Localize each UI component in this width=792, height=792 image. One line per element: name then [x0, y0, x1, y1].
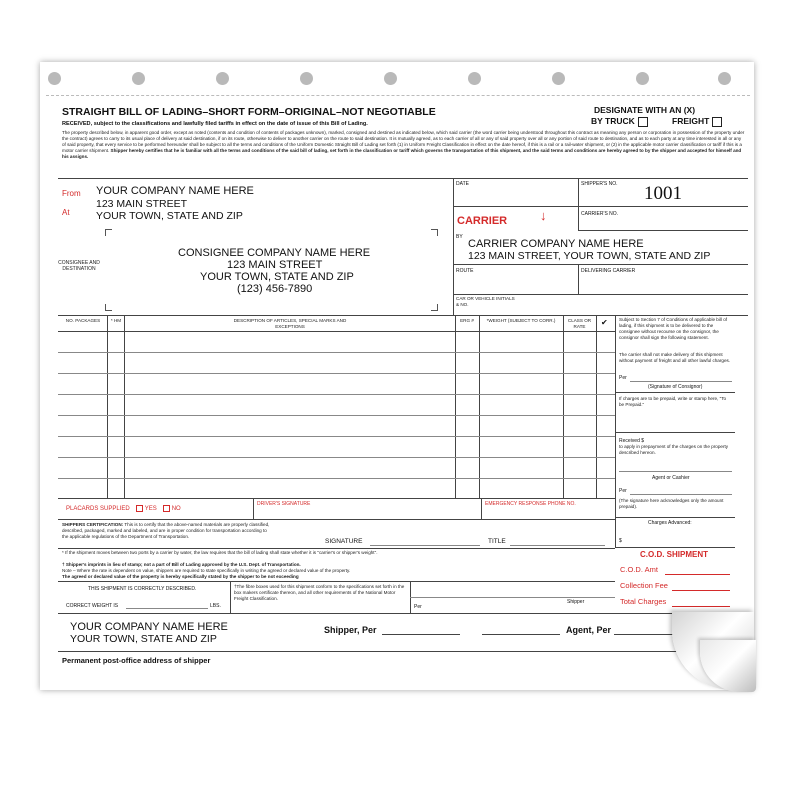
rule: [58, 315, 748, 316]
rule: [453, 294, 748, 295]
agent-per-line[interactable]: [614, 634, 674, 635]
by-truck-option[interactable]: [591, 116, 648, 127]
at-label: At: [62, 208, 70, 217]
rule: [455, 315, 456, 498]
binding-hole: [468, 72, 481, 85]
col-class: CLASS OR RATE: [567, 318, 592, 329]
route-label: ROUTE: [456, 268, 474, 274]
shipper-line[interactable]: [410, 597, 615, 598]
from-label: From: [62, 189, 81, 198]
freight-option[interactable]: [672, 116, 722, 127]
total-charges-label: Total Charges: [620, 597, 667, 606]
fibre-box-note: †The fibre boxes used for this shipment conform to the specifications set forth in the box makers certificate thereon, and all other requirements of the National Motor Freight Classification.: [234, 584, 405, 601]
shipper-town[interactable]: YOUR TOWN, STATE AND ZIP: [96, 210, 243, 222]
col-hm: * HM: [110, 318, 122, 323]
freight-checkbox[interactable]: [712, 117, 722, 127]
water-note: * If the shipment moves between two ports by a carrier by water, the law requires that the bill of lading shall state whether it is "carrier's or shipper's weight".: [62, 550, 378, 555]
table-row[interactable]: [58, 352, 615, 353]
no-delivery-text: The carrier shall not make delivery of this shipment without payment of freight and all other lawful charges.: [619, 352, 731, 363]
freight-label: FREIGHT: [672, 116, 710, 126]
consignor-signature-line[interactable]: [630, 381, 732, 382]
no-label: NO: [171, 506, 181, 513]
agreed-value-note: The agreed or declared value of the property is hereby specifically stated by the shipper to be not exceeding: [62, 574, 299, 579]
terms-text: The property described below, in apparent good order, except as noted (contents and condition of contents of packages unknown), marked, consigned and destined as indicated below, which said carrier (the word carrier being understood throughout this contract as meaning any person or corporation in possession of the property under the contract) agrees to carry to its usual place of delivery at said destination, if on its route, otherwise to deliver to another carrier on the route to said destination. It is mutually agreed, as to each carrier of all or any of said property over all or any portion of said route to destination, and as to each party at any time interested in all or any of said property, that every service to be performed hereunder shall be subject to all the terms and conditions of the Uniform Domestic Straight Bill of Lading set forth (1) in Uniform Freight Classification in effect on the date hereof, if this is a rail or a rail-water shipment, or (2) in the applicable motor carrier classification or tariff if this is a motor carrier shipment.: [62, 130, 745, 153]
rule: [578, 264, 579, 294]
per-label-1: Per: [619, 375, 627, 381]
emergency-phone-label: EMERGENCY RESPONSE PHONE NO.: [485, 501, 576, 507]
footer-company[interactable]: YOUR COMPANY NAME HERE: [70, 621, 228, 633]
rule: [596, 315, 597, 498]
yes-label: YES: [144, 506, 157, 513]
weight-line[interactable]: [126, 608, 208, 609]
rule: [578, 230, 748, 231]
received-statement: RECEIVED, subject to the classifications and lawfully filed tariffs in effect on the date of issue of this Bill of Lading.: [62, 121, 368, 127]
rule: [481, 498, 482, 519]
rule: [453, 264, 748, 265]
binding-hole: [718, 72, 731, 85]
blank-line[interactable]: [482, 634, 560, 635]
designate-label: DESIGNATE WITH AN (X): [594, 105, 696, 115]
imprint-note: † Shipper's imprints in lieu of stamp; not a part of Bill of Lading approved by the U.S. Dept. of Transportation.: [62, 562, 301, 567]
col-packages: NO. PACKAGES: [65, 318, 101, 323]
corner-mark: [105, 229, 112, 236]
shipper-per-line[interactable]: [382, 634, 460, 635]
carrier-heading: CARRIER: [457, 215, 508, 227]
corner-mark: [431, 229, 438, 236]
agent-line[interactable]: [619, 471, 732, 472]
rule: [58, 178, 748, 179]
drivers-signature-label: DRIVER'S SIGNATURE: [257, 501, 311, 507]
perforation-line: [46, 95, 750, 96]
binding-hole: [216, 72, 229, 85]
per-label: Per: [414, 604, 422, 610]
yes-checkbox[interactable]: [136, 505, 143, 512]
consignee-label: CONSIGNEE AND DESTINATION: [58, 260, 100, 272]
vehicle-label: CAR OR VEHICLE INITIALS & NO.: [456, 296, 515, 307]
col-weight: *WEIGHT (SUBJECT TO CORR.): [486, 318, 556, 323]
terms-paragraph: [62, 130, 746, 160]
binding-hole: [132, 72, 145, 85]
binding-hole: [48, 72, 61, 85]
charges-advanced-label: Charges Advanced:: [648, 520, 692, 526]
form-title: STRAIGHT BILL OF LADING–SHORT FORM–ORIGINAL–NOT NEGOTIABLE: [62, 106, 436, 118]
prepaid-text: If charges are to be prepaid, write or stamp here, "To be Prepaid.": [619, 396, 727, 407]
consignee-street[interactable]: 123 MAIN STREET: [227, 259, 323, 271]
no-checkbox[interactable]: [163, 505, 170, 512]
rule: [58, 613, 748, 614]
date-label: DATE: [456, 181, 469, 187]
acknowledge-text: (The signature here acknowledges only the amount prepaid).: [619, 498, 724, 509]
table-row[interactable]: [58, 415, 615, 416]
shipper-label: Shipper: [567, 599, 585, 605]
table-row[interactable]: [58, 373, 615, 374]
permanent-address-label: Permanent post-office address of shipper: [62, 656, 211, 665]
rule: [615, 315, 616, 547]
rule: [58, 498, 615, 499]
rule: [58, 548, 615, 549]
shipper-company[interactable]: YOUR COMPANY NAME HERE: [96, 185, 254, 197]
placards-row: [66, 505, 181, 512]
by-label: BY: [456, 234, 463, 240]
consignor-signature-label: (Signature of Consignor): [648, 384, 703, 390]
total-charges-line[interactable]: [672, 606, 730, 607]
rule: [58, 331, 615, 332]
rule: [124, 315, 125, 498]
rule: [615, 392, 735, 393]
correct-weight-label: CORRECT WEIGHT IS: [66, 603, 119, 609]
checkmark-icon: ✔: [601, 318, 608, 327]
title-label: TITLE: [488, 538, 506, 545]
rule: [58, 581, 615, 582]
agent-cashier-label: Agent or Cashier: [652, 475, 690, 481]
rule: [453, 206, 748, 207]
lbs-label: LBS.: [210, 603, 221, 609]
terms-bold: Shipper hereby certifies that he is familiar with all the terms and conditions of the said bill of lading, set forth in the classification or tariff which governs the transportation of this shipment, and the said terms and conditions are hereby agreed to by the shipper and accepted for himself and his assigns.: [62, 147, 742, 159]
consignee-company[interactable]: CONSIGNEE COMPANY NAME HERE: [178, 247, 371, 259]
table-row[interactable]: [58, 436, 615, 437]
collection-fee-label: Collection Fee: [620, 581, 668, 590]
by-truck-label: BY TRUCK: [591, 116, 635, 126]
carrier-company[interactable]: CARRIER COMPANY NAME HERE: [468, 238, 644, 250]
table-row[interactable]: [58, 394, 615, 395]
rule: [615, 547, 735, 548]
correctly-described: THIS SHIPMENT IS CORRECTLY DESCRIBED.: [88, 586, 197, 592]
per-line[interactable]: [630, 494, 732, 495]
signature-line[interactable]: [370, 545, 480, 546]
value-note: Note – Where the rate is dependent on value, shippers are required to state specifically in writing the agreed or declared value of the property.: [62, 568, 351, 573]
rule: [253, 498, 254, 519]
shippers-no-label: SHIPPER'S NO.: [581, 181, 618, 187]
shipper-per-label: Shipper, Per: [324, 625, 377, 635]
carriers-no-label: CARRIER'S NO.: [581, 211, 619, 217]
placards-label: PLACARDS SUPPLIED: [66, 506, 130, 513]
rule: [563, 315, 564, 498]
collection-fee-line[interactable]: [672, 590, 730, 591]
signature-label: SIGNATURE: [325, 538, 363, 545]
rule: [58, 651, 678, 652]
corner-mark: [105, 304, 112, 311]
cert-text: This is to certify that the above-named materials are properly classified, described, packaged, marked and labeled, and are in proper condition for transportation according to the applicable regulations of the Department of Transportation.: [62, 522, 270, 539]
binding-hole: [384, 72, 397, 85]
rule: [107, 315, 108, 498]
carrier-address[interactable]: 123 MAIN STREET, YOUR TOWN, STATE AND ZIP: [468, 250, 711, 262]
shippers-certification: [62, 522, 272, 540]
rule: [58, 519, 615, 520]
shipper-street[interactable]: 123 MAIN STREET: [96, 198, 188, 210]
corner-mark: [431, 304, 438, 311]
section7-text: Subject to Section 7 of Conditions of applicable bill of lading, if this shipment is to be delivered to the consignee without recourse on the consignor, the consignor shall sign the following statement.: [619, 317, 728, 340]
binding-hole: [552, 72, 565, 85]
arrow-down-icon: ↓: [540, 208, 547, 223]
binding-hole: [300, 72, 313, 85]
rule: [479, 315, 480, 498]
title-line[interactable]: [510, 545, 605, 546]
table-row[interactable]: [58, 478, 615, 479]
dollar-sign: $: [619, 538, 622, 544]
binding-hole: [636, 72, 649, 85]
by-truck-checkbox[interactable]: [638, 117, 648, 127]
rule: [615, 432, 735, 433]
consignee-phone[interactable]: (123) 456-7890: [237, 283, 313, 295]
footer-town[interactable]: YOUR TOWN, STATE AND ZIP: [70, 633, 217, 645]
consignee-town[interactable]: YOUR TOWN, STATE AND ZIP: [200, 271, 354, 283]
rule: [615, 517, 735, 518]
agent-per-label: Agent, Per: [566, 625, 612, 635]
cod-amount-label: C.O.D. Amt: [620, 565, 658, 574]
cod-title: C.O.D. SHIPMENT: [640, 550, 709, 559]
cod-amount-line[interactable]: [665, 574, 730, 575]
apply-text: to apply in prepayment of the charges on the property described hereon.: [619, 444, 729, 455]
table-row[interactable]: [58, 457, 615, 458]
per-label-2: Per: [619, 488, 627, 494]
shippers-number[interactable]: 1001: [644, 183, 682, 204]
col-erg: ERG #: [460, 318, 474, 323]
col-description: DESCRIPTION OF ARTICLES, SPECIAL MARKS AND EXCEPTIONS: [233, 318, 347, 329]
cert-title: SHIPPERS CERTIFICATION:: [62, 522, 124, 527]
rule: [578, 178, 579, 230]
rule: [230, 581, 231, 613]
received-label: Received $: [619, 438, 645, 444]
delivering-carrier-label: DELIVERING CARRIER: [581, 268, 636, 274]
